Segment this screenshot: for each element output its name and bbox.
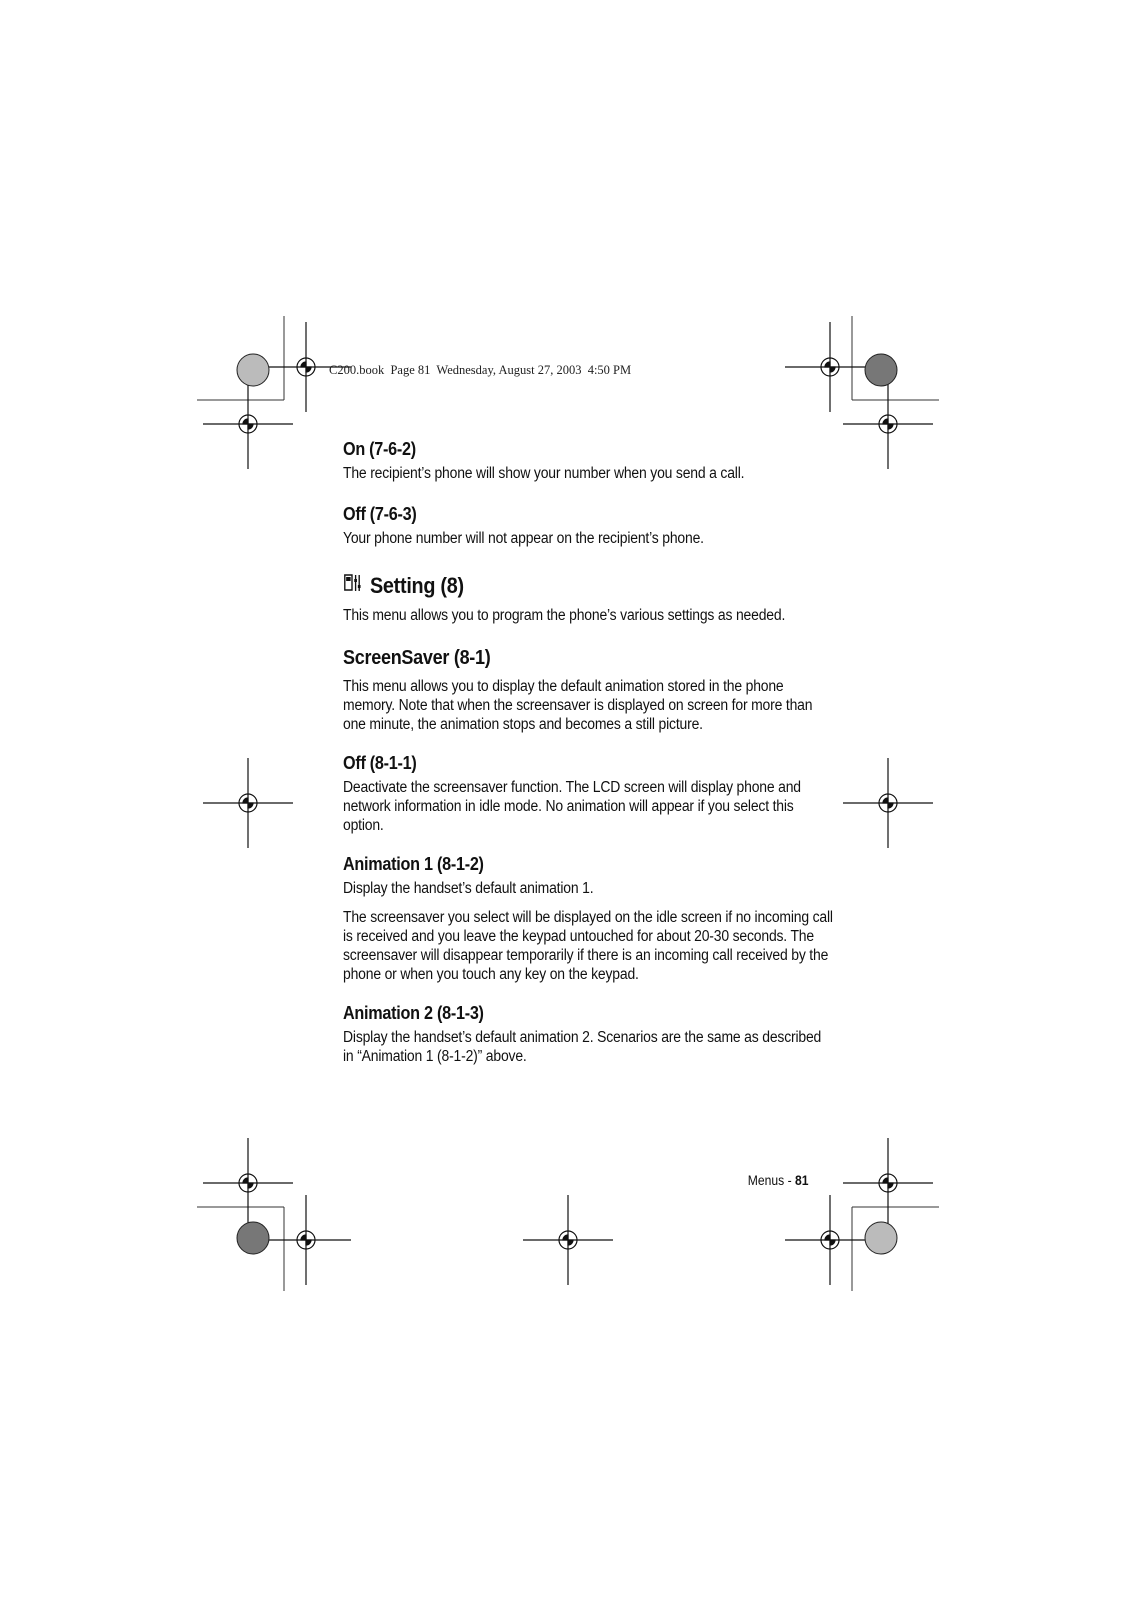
paragraph-anim2: Display the handset’s default animation 2. Scenarios are the same as described in “Animation 1 (8-1-2)” above. (343, 1029, 822, 1065)
print-slug: C200.book Page 81 Wednesday, August 27, 2003 4:50 PM (329, 363, 632, 377)
registration-mark-icon (785, 322, 875, 412)
setting-heading-text: Setting (8) (370, 573, 464, 598)
heading-off-ss: Off (8-1-1) (343, 753, 417, 773)
registration-mark-icon (843, 1138, 933, 1228)
heading-on: On (7-6-2) (343, 439, 416, 459)
paragraph-anim1: Display the handset’s default animation 1. (343, 880, 594, 897)
registration-mark-icon (203, 1138, 293, 1228)
page-content (343, 438, 833, 1066)
registration-mark-icon (523, 1195, 613, 1285)
heading-screensaver: ScreenSaver (8-1) (343, 647, 491, 669)
heading-off-cid: Off (7-6-3) (343, 504, 417, 524)
paragraph-anim1-details: The screensaver you select will be displayed on the idle screen if no incoming call is received and you leave the keypad untouched for about 20-30 seconds. The screensaver will disappear temporarily if there is an incoming call received by the phone or when you touch any key on the keypad. (343, 909, 833, 983)
paragraph-screensaver: This menu allows you to display the default animation stored in the phone memory. Note that when the screensaver is displayed on screen for more than one minute, the animation stops and becomes a still picture. (343, 678, 813, 733)
settings-phone-icon (343, 572, 363, 600)
paragraph-off-ss: Deactivate the screensaver function. The LCD screen will display phone and network information in idle mode. No animation will appear if you select this option. (343, 779, 801, 834)
registration-mark-icon (843, 379, 933, 469)
paragraph-on: The recipient’s phone will show your number when you send a call. (343, 465, 745, 482)
heading-anim1: Animation 1 (8-1-2) (343, 854, 484, 874)
page-number: 81 (795, 1173, 809, 1188)
paragraph-setting: This menu allows you to program the phone’s various settings as needed. (343, 607, 786, 624)
heading-setting (343, 572, 766, 600)
registration-mark-icon (261, 1195, 351, 1285)
heading-anim2: Animation 2 (8-1-3) (343, 1003, 484, 1023)
registration-mark-icon (785, 1195, 875, 1285)
registration-mark-icon (203, 758, 293, 848)
footer-section: Menus - (748, 1173, 796, 1188)
registration-mark-icon (203, 379, 293, 469)
registration-mark-icon (843, 758, 933, 848)
page-footer (748, 1173, 809, 1188)
paragraph-off-cid: Your phone number will not appear on the recipient’s phone. (343, 530, 704, 547)
